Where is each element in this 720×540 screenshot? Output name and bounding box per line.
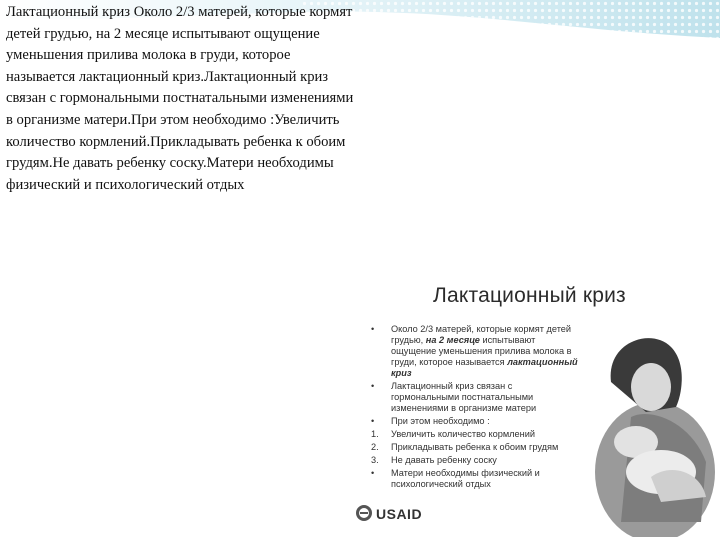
slide-title: Лактационный криз	[433, 284, 626, 307]
slide-list-item	[369, 429, 579, 440]
slide-list-item	[369, 381, 579, 414]
list-marker: 1.	[371, 429, 379, 439]
list-marker: •	[371, 416, 375, 426]
list-item-text: Прикладывать ребенка к обоим грудям	[391, 442, 559, 452]
list-item-text: Не давать ребенку соску	[391, 455, 497, 465]
list-marker: •	[371, 468, 375, 478]
slide-list-item	[369, 416, 579, 427]
list-marker: 3.	[371, 455, 379, 465]
list-item-text: Увеличить количество кормлений	[391, 429, 535, 439]
list-item-text: испытывают ощущение уменьшения прилива молока в груди, которое называется	[391, 335, 572, 367]
mother-breastfeeding-illustration	[591, 322, 719, 537]
usaid-logo	[355, 502, 435, 528]
list-item-text: При этом необходимо :	[391, 416, 490, 426]
list-item-text: Лактационный криз связан с гормональными постнатальными изменениями в организме матери	[391, 381, 537, 413]
main-text: Лактационный криз Около 2/3 матерей, которые кормят детей грудью, на 2 месяце испытывают ощущение уменьшения прилива молока в груди, которое называется лактационный криз.Лактационный криз связан с гормональными постнатальными изменениями в организме матери.При этом необходимо :Увеличить количество кормлений.Прикладывать ребенка к обоим грудям.Не давать ребенку соску.Матери необходимы физический и психологический отдых	[6, 4, 354, 193]
slide-list-item	[369, 455, 579, 466]
logo-text: USAID	[376, 506, 423, 522]
slide-list-item	[369, 468, 579, 490]
list-item-text: на 2 месяце	[425, 335, 480, 345]
usaid-seal-icon	[355, 504, 373, 522]
list-item-text: Около 2/3 матерей, которые кормят детей грудью,	[391, 324, 572, 345]
list-marker: •	[371, 324, 375, 334]
slide-list-item	[369, 324, 579, 379]
list-item-text: лактационный криз	[391, 357, 578, 378]
slide-list	[369, 324, 579, 492]
list-marker: •	[371, 381, 375, 391]
list-item-text: Матери необходимы физический и психологический отдых	[391, 468, 540, 489]
slide-list-item	[369, 442, 579, 453]
slide-image	[355, 270, 720, 540]
list-marker: 2.	[371, 442, 379, 452]
